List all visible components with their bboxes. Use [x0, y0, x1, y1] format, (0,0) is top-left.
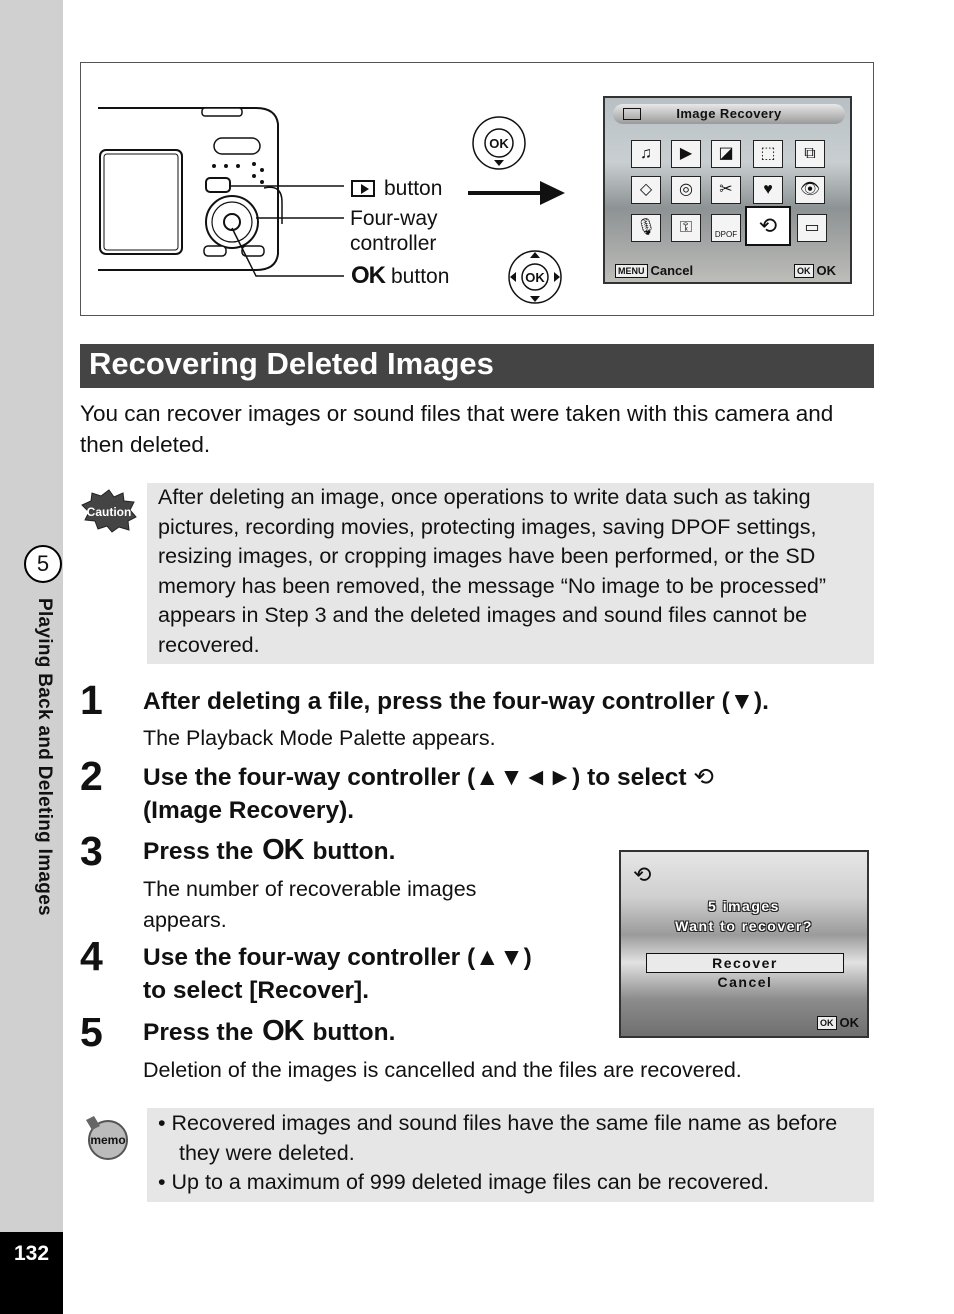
- step-3-description: The number of recoverable images appears.: [143, 877, 477, 932]
- ok-hint: OK OK: [817, 1015, 859, 1030]
- memo-note: [147, 1108, 874, 1202]
- image-copy-icon: ⧉: [795, 140, 825, 168]
- image-recovery-symbol-icon: ⟲: [693, 764, 714, 791]
- step-2-heading: Use the four-way controller (▲▼◄►) to select ⟲ (Image Recovery).: [143, 764, 714, 824]
- step-3-number: 3: [80, 828, 103, 874]
- step-1-heading: After deleting a file, press the four-way controller (▼).: [143, 688, 769, 715]
- frame-composite-icon: ✂: [711, 176, 741, 204]
- red-eye-edit-icon: 👁: [795, 176, 825, 204]
- ok-symbol: OK: [351, 262, 385, 289]
- step-2-number: 2: [80, 753, 103, 799]
- play-button-label: button: [351, 176, 442, 201]
- caution-icon: [81, 489, 137, 533]
- step-3-heading: Press the OK button.: [143, 834, 396, 866]
- recover-confirm-screen: [619, 850, 869, 1038]
- favorite-heart-icon: ♥: [753, 176, 783, 204]
- start-screen-icon: ▭: [797, 214, 827, 242]
- cropping-icon: ⬚: [753, 140, 783, 168]
- svg-text:memo: memo: [90, 1133, 126, 1147]
- palette-footer: [605, 260, 850, 282]
- cancel-hint: MENU Cancel: [615, 263, 693, 278]
- chapter-number-badge: 5: [24, 545, 62, 583]
- svg-text:Caution: Caution: [86, 505, 132, 519]
- step-5-heading: Press the OK button.: [143, 1015, 396, 1047]
- slideshow-icon: ▶: [671, 140, 701, 168]
- image-recovery-icon: ⟲: [745, 206, 791, 246]
- ok-symbol: OK: [262, 834, 304, 866]
- dpof-icon: DPOF: [711, 214, 741, 242]
- palette-title-bar: Image Recovery: [613, 104, 845, 124]
- ok-hint: OK OK: [794, 263, 836, 278]
- ok-button-label: OK button: [351, 262, 450, 289]
- step-1-number: 1: [80, 677, 103, 723]
- recover-question: Want to recover?: [675, 918, 813, 934]
- step-5-description: Deletion of the images is cancelled and the files are recovered.: [143, 1058, 742, 1082]
- resize-icon: ◪: [711, 140, 741, 168]
- four-way-controller-label: Four-way controller: [350, 207, 438, 255]
- step-1-description: The Playback Mode Palette appears.: [143, 726, 496, 750]
- recoverable-count: 5 images: [708, 898, 780, 914]
- sound-icon: ♫: [631, 140, 661, 168]
- chapter-title: Playing Back and Deleting Images: [34, 598, 55, 916]
- ok-button-press-icon: [472, 116, 528, 172]
- section-title: Recovering Deleted Images: [80, 344, 874, 388]
- voice-memo-icon: 🎙: [631, 214, 661, 242]
- step-5-number: 5: [80, 1009, 103, 1055]
- image-recovery-icon: ⟲: [633, 862, 652, 887]
- four-way-controller-icon: [507, 249, 563, 305]
- memo-item: • Recovered images and sound files have the same file name as before they were deleted.: [158, 1111, 838, 1165]
- cancel-option[interactable]: Cancel: [717, 974, 773, 990]
- rotate-icon: ◇: [631, 176, 661, 204]
- step-4-number: 4: [80, 933, 103, 979]
- playback-mode-icon: [623, 108, 641, 120]
- recover-option[interactable]: Recover: [646, 953, 844, 973]
- svg-text:OK: OK: [525, 270, 545, 285]
- intro-paragraph: You can recover images or sound files that were taken with this camera and then deleted.: [80, 401, 834, 457]
- digital-filter-icon: ◎: [671, 176, 701, 204]
- ok-symbol: OK: [262, 1015, 304, 1047]
- protect-key-icon: ⚿: [671, 214, 701, 242]
- svg-text:OK: OK: [489, 136, 509, 151]
- page-number: 132: [13, 1242, 50, 1265]
- memo-icon: [80, 1114, 132, 1160]
- playback-palette-screen: [603, 96, 852, 284]
- step-4-heading: Use the four-way controller (▲▼) to select [Recover].: [143, 944, 532, 1004]
- caution-note: After deleting an image, once operations to write data such as taking pictures, recording movies, protecting images, saving DPOF settings, resizing images, or cropping images have been performed, or the SD memory has been removed, the message “No image to be processed” appears in Step 3 and the deleted images and sound files cannot be recovered.: [147, 483, 874, 664]
- playback-icon: [351, 180, 375, 197]
- memo-item: • Up to a maximum of 999 deleted image files can be recovered.: [158, 1170, 770, 1194]
